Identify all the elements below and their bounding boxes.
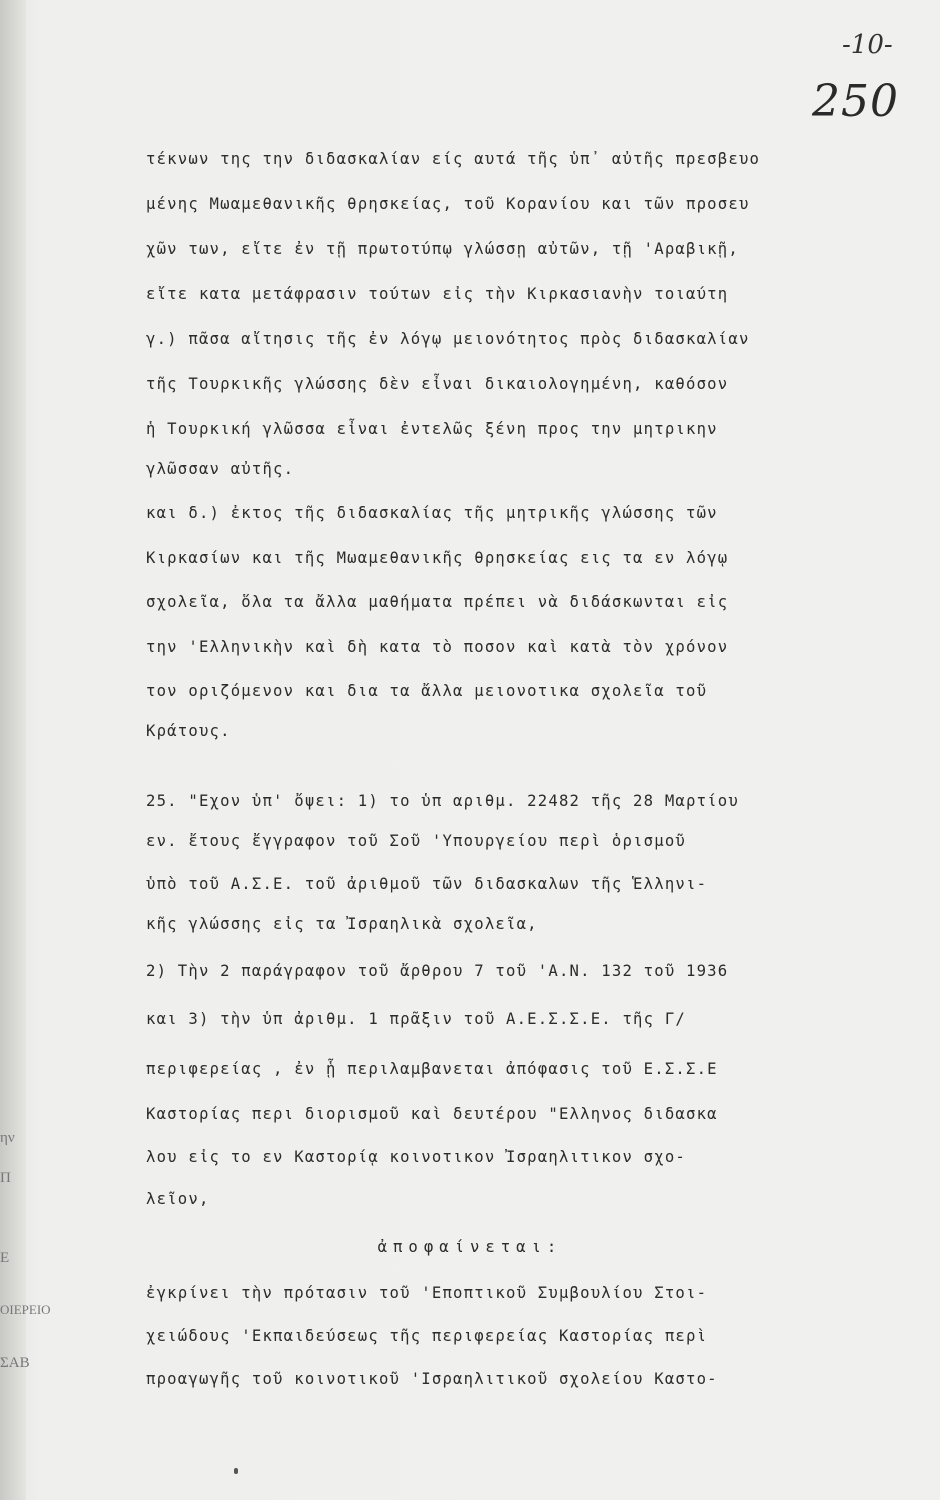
text-line: τον οριζόμενον και δια τα ἄλλα μειονοτικα σχολεῖα τοῦ: [146, 682, 708, 700]
text-line: χῶν των, εἴτε ἐν τῇ πρωτοτύπῳ γλώσσῃ αὐτῶν, τῇ 'Αραβικῇ,: [146, 240, 739, 258]
text-line: Κιρκασίων και τῆς Μωαμεθανικῆς θρησκείας εις τα εν λόγῳ: [146, 549, 729, 567]
binding-edge: [0, 0, 26, 1500]
text-line: λου εἰς το εν Καστορίᾳ κοινοτικον Ἰσραηλιτικον σχο-: [146, 1148, 686, 1166]
decision-heading: ἀποφαίνεται:: [377, 1238, 563, 1256]
text-line: σχολεῖα, ὅλα τα ἄλλα μαθήματα πρέπει νὰ διδάσκωνται εἰς: [146, 593, 729, 611]
edge-fragment: Ε: [0, 1250, 10, 1266]
folio-number: 250: [812, 76, 899, 127]
text-line: και δ.) ἐκτος τῆς διδασκαλίας τῆς μητρικῆς γλώσσης τῶν: [146, 504, 718, 522]
text-line: τῆς Τουρκικῆς γλώσσης δὲν εἶναι δικαιολογημένη, καθόσον: [146, 375, 729, 393]
text-line: ἐγκρίνει τὴν πρότασιν τοῦ 'Εποπτικοῦ Συμβουλίου Στοι-: [146, 1284, 708, 1302]
text-line: 25. "Εχον ὑπ' ὄψει: 1) το ὑπ αριθμ. 22482 τῆς 28 Μαρτίου: [146, 792, 739, 810]
edge-fragment: ΟΙΕΡΕΙΟ: [0, 1302, 51, 1317]
text-line: εν. ἔτους ἔγγραφον τοῦ Σοῦ 'Υπουργείου περὶ ὁρισμοῦ: [146, 832, 686, 850]
text-line: Καστορίας περι διορισμοῦ καὶ δευτέρου "Ελληνος διδασκα: [146, 1105, 718, 1123]
text-line: μένης Μωαμεθανικῆς θρησκείας, τοῦ Κορανίου και τῶν προσευ: [146, 195, 750, 213]
text-line: χειώδους 'Εκπαιδεύσεως τῆς περιφερείας Καστορίας περὶ: [146, 1327, 708, 1345]
page-number: -10-: [842, 30, 893, 60]
text-line: την 'Ελληνικὴν καὶ δὴ κατα τὸ ποσον καὶ κατὰ τὸν χρόνον: [146, 638, 729, 656]
text-line: λεῖον,: [146, 1190, 210, 1208]
text-line: 2) Τὴν 2 παράγραφον τοῦ ἄρθρου 7 τοῦ 'Α.Ν. 132 τοῦ 1936: [146, 962, 729, 980]
text-line: ἡ Τουρκική γλῶσσα εἶναι ἐντελῶς ξένη προς την μητρικην: [146, 420, 718, 438]
text-line: γ.) πᾶσα αἴτησις τῆς ἐν λόγῳ μειονότητος πρὸς διδασκαλίαν: [146, 330, 750, 348]
edge-fragment: Π: [0, 1170, 11, 1186]
text-line: τέκνων της την διδασκαλίαν είς αυτά τῆς ὑπ᾿ αὐτῆς πρεσβευο: [146, 150, 761, 168]
ink-mark: [234, 1468, 238, 1474]
text-line: γλῶσσαν αὐτῆς.: [146, 460, 295, 478]
text-line: Κράτους.: [146, 722, 231, 740]
text-line: προαγωγῆς τοῦ κοινοτικοῦ 'Ισραηλιτικοῦ σχολείου Καστο-: [146, 1370, 718, 1388]
edge-fragment: ην: [0, 1130, 15, 1146]
text-line: κῆς γλώσσης εἰς τα Ἰσραηλικὰ σχολεῖα,: [146, 915, 538, 933]
text-line: και 3) τὴν ὑπ ἀριθμ. 1 πρᾶξιν τοῦ Α.Ε.Σ.Σ.Ε. τῆς Γ/: [146, 1010, 686, 1028]
text-line: περιφερείας , ἐν ᾗ περιλαμβανεται ἀπόφασις τοῦ Ε.Σ.Σ.Ε: [146, 1060, 718, 1078]
edge-fragment: ΣΑΒ: [0, 1355, 30, 1371]
text-line: εἴτε κατα μετάφρασιν τούτων εἰς τὴν Κιρκασιανὴν τοιαύτη: [146, 285, 729, 303]
text-line: ὑπὸ τοῦ Α.Σ.Ε. τοῦ ἀριθμοῦ τῶν διδασκαλων τῆς Ἑλληνι-: [146, 875, 708, 893]
